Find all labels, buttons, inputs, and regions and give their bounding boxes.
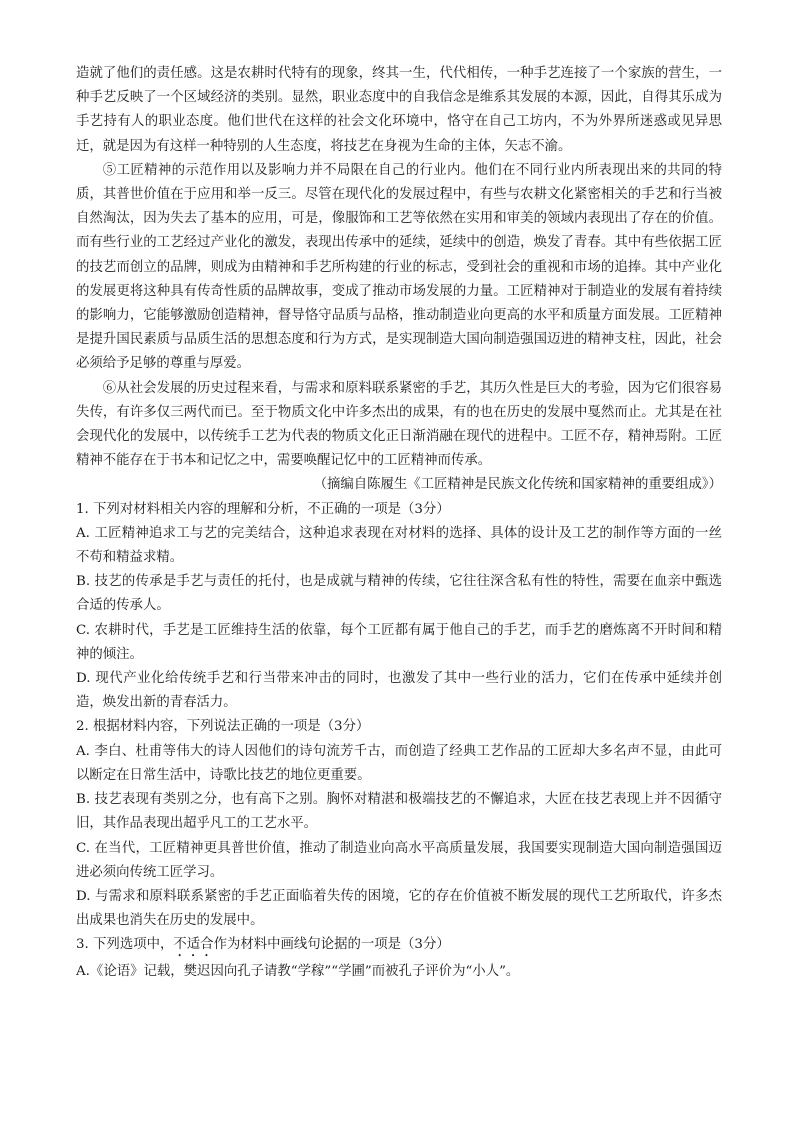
passage-source: （摘编自陈履生《工匠精神是民族文化传统和国家精神的重要组成》） <box>313 477 722 493</box>
question-2-option-d: D. 与需求和原料联系紧密的手艺正面临着失传的困境，它的存在价值被不断发展的现代工艺所取代，许多杰出成果也消失在历史的发展中。 <box>76 888 722 929</box>
question-3-stem-suffix: 作为材料中画线句论据的一项是（3分） <box>213 937 450 953</box>
question-3-stem <box>76 933 722 960</box>
question-1-option-c: C. 农耕时代，手艺是工匠维持生活的依靠，每个工匠都有属于他自己的手艺，而手艺的磨炼离不开时间和精神的倾注。 <box>76 622 722 662</box>
question-3-stem-prefix: 3. 下列选项中， <box>76 937 174 953</box>
passage-paragraph-continued: 造就了他们的责任感。这是农耕时代特有的现象，终其一生，代代相传，一种手艺连接了一个家族的营生，一种手艺反映了一个区域经济的类别。显然，职业态度中的自我信念是维系其发展的本源，因此，自得其乐成为手艺持有人的职业态度。他们世代在这样的社会文化环境中，恪守在自己工坊内，不为外界所迷惑或见异思迁，就是因为有这样一种特别的人生态度，将技艺在身视为生命的主体，矢志不渝。 <box>76 66 722 154</box>
question-2-option-c: C. 在当代，工匠精神更具普世价值，推动了制造业向高水平高质量发展，我国要实现制造大国向制造强国迈进必须向传统工匠学习。 <box>76 840 722 880</box>
passage-paragraph-5: ⑤工匠精神的示范作用以及影响力并不局限在自己的行业内。他们在不同行业内所表现出来的共同的特质，其普世价值在于应用和举一反三。尽管在现代化的发展过程中，有些与农耕文化紧密相关的手艺和行当被自然淘汰，因为失去了基本的应用，可是，像服饰和工艺等依然在实用和审美的领域内表现出了存在的价值。而有些行业的工艺经过产业化的激发，表现出传承中的延续，延续中的创造，焕发了青春。其中有些依据工匠的技艺而创立的品牌，则成为由精神和手艺所构建的行业的标志，受到社会的重视和市场的追捧。其中产业化的发展更将这种具有传奇性质的品牌故事，变成了推动市场发展的力量。工匠精神对于制造业的发展有着持续的影响力，它能够激励创造精神，督导恪守品质与品格，推动制造业向更高的水平和质量方面发展。工匠精神是提升国民素质与品质生活的思想态度和行为方式，是实现制造大国向制造强国迈进的精神支柱，因此，社会必须给予足够的尊重与厚爱。 <box>76 162 722 372</box>
exam-page <box>76 62 722 985</box>
question-3-emphasized-words: 不适合 <box>173 937 214 953</box>
question-3-option-a: A.《论语》记载，樊迟因向孔子请教“学稼”“学圃”而被孔子评价为“小人”。 <box>76 964 520 980</box>
question-2-stem: 2. 根据材料内容，下列说法正确的一项是（3分） <box>76 719 370 735</box>
question-2-option-b: B. 技艺表现有类别之分，也有高下之别。胸怀对精湛和极端技艺的不懈追求，大匠在技艺表现上并不因循守旧，其作品表现出超乎凡工的工艺水平。 <box>76 792 722 832</box>
question-2-option-a: A. 李白、杜甫等伟大的诗人因他们的诗句流芳千古，而创造了经典工艺作品的工匠却大多名声不显，由此可以断定在日常生活中，诗歌比技艺的地位更重要。 <box>76 743 722 783</box>
passage-paragraph-6: ⑥从社会发展的历史过程来看，与需求和原料联系紧密的手艺，其历久性是巨大的考验，因为它们很容易失传，有许多仅三两代而已。至于物质文化中许多杰出的成果，有的也在历史的发展中戛然而止。尤其是在社会现代化的发展中，以传统手工艺为代表的物质文化正日渐消融在现代的进程中。工匠不存，精神焉附。工匠精神不能存在于书本和记忆之中，需要唤醒记忆中的工匠精神而传承。 <box>76 380 722 469</box>
question-1-option-a: A. 工匠精神追求工与艺的完美结合，这种追求表现在对材料的选择、具体的设计及工艺的制作等方面的一丝不苟和精益求精。 <box>76 525 722 566</box>
question-1-option-d: D. 现代产业化给传统手艺和行当带来冲击的同时，也激发了其中一些行业的活力，它们在传承中延续并创造，焕发出新的青春活力。 <box>76 671 722 711</box>
question-1-stem: 1. 下列对材料相关内容的理解和分析，不正确的一项是（3分） <box>76 501 450 517</box>
question-1-option-b: B. 技艺的传承是手艺与责任的托付，也是成就与精神的传续，它往往深含私有性的特性，需要在血亲中甄选合适的传承人。 <box>76 574 722 614</box>
